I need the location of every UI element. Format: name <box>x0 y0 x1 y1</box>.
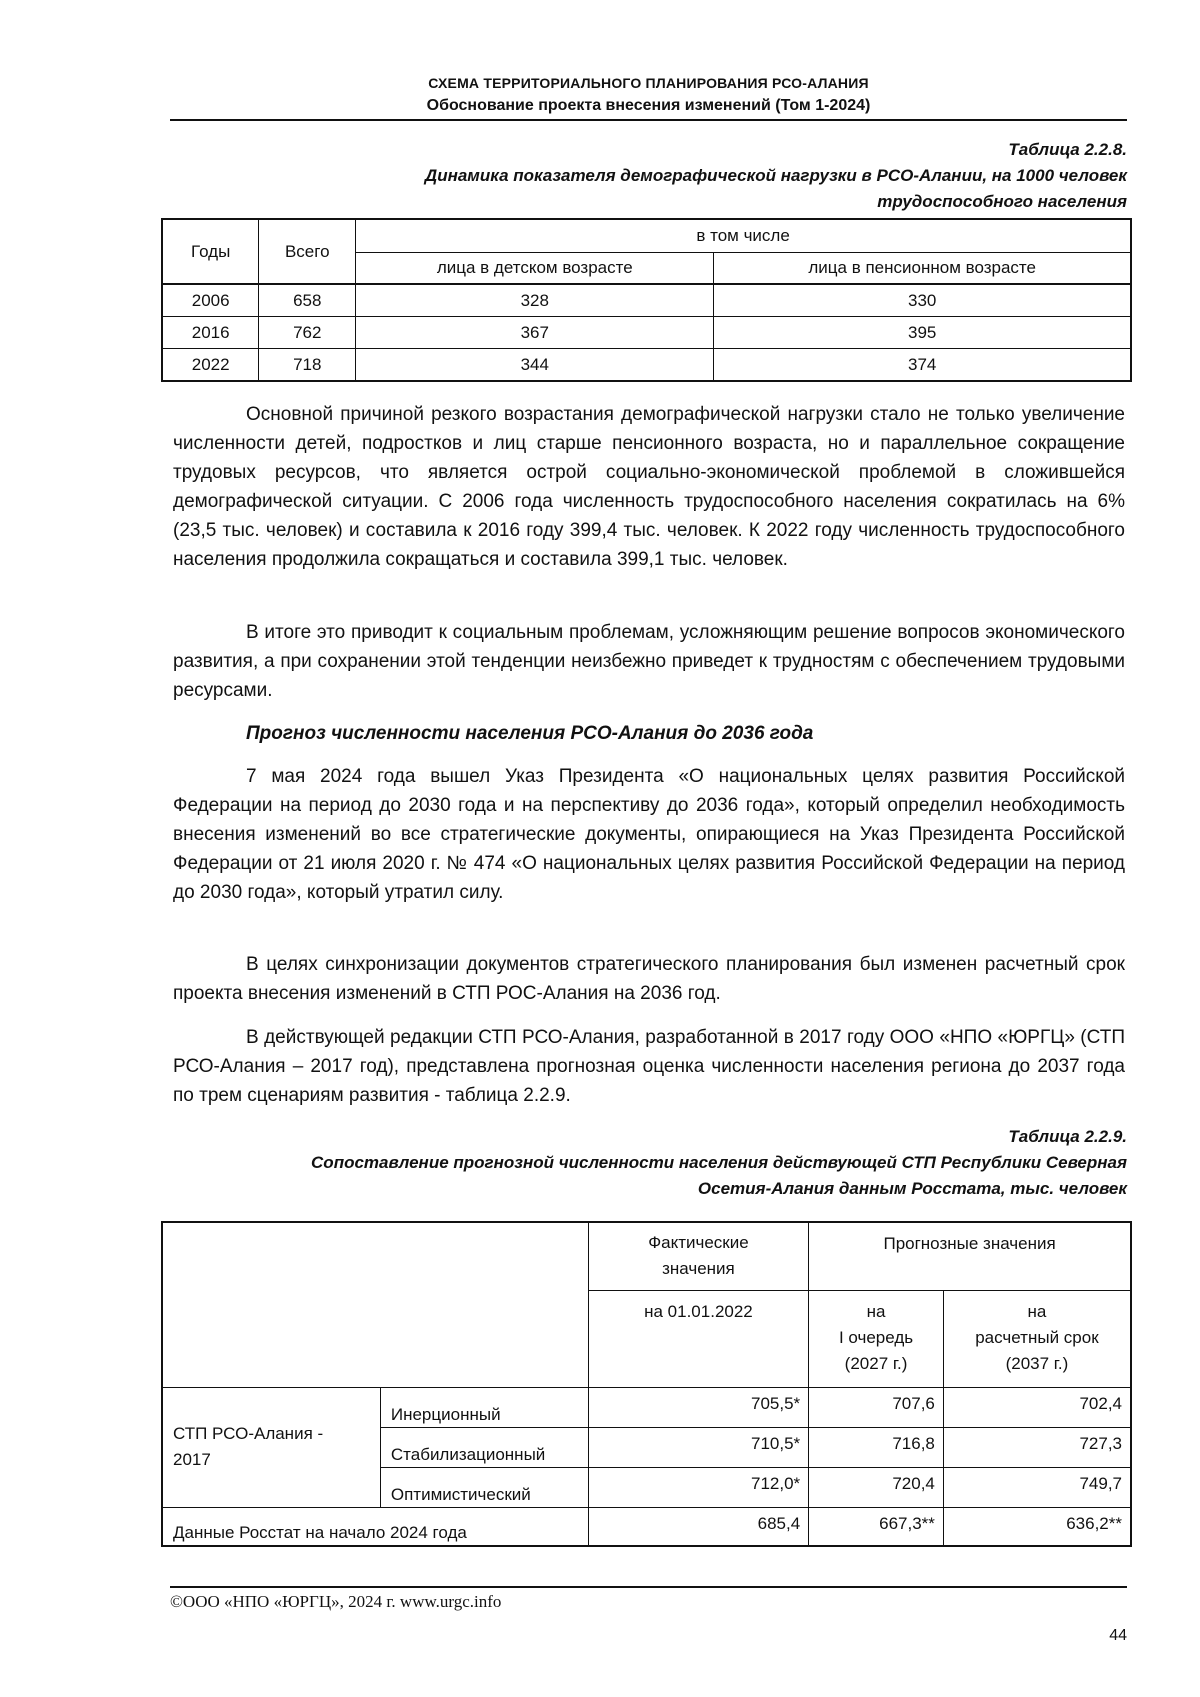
cell-actual: 685,4 <box>588 1507 809 1546</box>
cell-pension: 395 <box>714 317 1131 349</box>
first-stage-line2: I очередь <box>838 1327 914 1347</box>
table1-caption-title-cont: трудоспособного населения <box>877 192 1127 211</box>
running-header <box>170 72 1127 118</box>
header-cell-forecast: Прогнозные значения <box>809 1222 1131 1290</box>
cell-first-stage: 667,3** <box>809 1507 944 1546</box>
paragraph-3: 7 мая 2024 года вышел Указ Президента «О национальных целях развития Российской Федерации на период до 2030 года и на перспективу до 2036 года», который определил необходимость внесения изменений во все стратегические документы, опирающиеся на Указ Президента Российской Федерации от 21 июля 2020 г. № 474 «О национальных целях развития Российской Федерации на период до 2030 года», который утратил силу. <box>173 766 1125 903</box>
header-cell-years: Годы <box>162 219 259 284</box>
calc-term-line3: (2037 г.) <box>1005 1353 1069 1373</box>
cell-first-stage: 720,4 <box>809 1467 944 1507</box>
group-label-line2: 2017 <box>173 1450 211 1469</box>
cell-actual: 710,5* <box>588 1427 809 1467</box>
cell-calc-term: 727,3 <box>943 1427 1131 1467</box>
demographic-load-table <box>161 218 1132 382</box>
header-cell-empty <box>162 1222 588 1387</box>
cell-children: 344 <box>356 349 714 382</box>
cell-rosstat-label: Данные Росстат на начало 2024 года <box>162 1507 588 1546</box>
paragraph-2: В итоге это приводит к социальным проблемам, усложняющим решение вопросов экономического развития, а при сохранении этой тенденции неизбежно приведет к трудностям с обеспечением трудовыми ресурсами. <box>173 622 1125 701</box>
header-cell-including: в том числе <box>356 219 1131 253</box>
cell-scenario: Стабилизационный <box>380 1427 588 1467</box>
header-cell-first-stage <box>809 1290 944 1387</box>
cell-total: 658 <box>259 284 356 317</box>
cell-year: 2022 <box>162 349 259 382</box>
table-row <box>162 1507 1131 1546</box>
table-row <box>162 284 1131 317</box>
cell-total: 762 <box>259 317 356 349</box>
page-number: 44 <box>1109 1627 1127 1644</box>
cell-total: 718 <box>259 349 356 382</box>
cell-pension: 330 <box>714 284 1131 317</box>
footer-copyright: ©ООО «НПО «ЮРГЦ», 2024 г. www.urgc.info <box>170 1592 502 1611</box>
first-stage-line1: на <box>866 1301 886 1321</box>
cell-year: 2006 <box>162 284 259 317</box>
cell-scenario: Инерционный <box>380 1387 588 1427</box>
cell-children: 328 <box>356 284 714 317</box>
cell-actual: 705,5* <box>588 1387 809 1427</box>
header-cell-actual <box>588 1222 809 1290</box>
table-row <box>162 349 1131 382</box>
header-actual-line2: значения <box>662 1259 735 1279</box>
header-cell-calc-term <box>943 1290 1131 1387</box>
calc-term-line2: расчетный срок <box>975 1327 1099 1347</box>
cell-calc-term: 636,2** <box>943 1507 1131 1546</box>
first-stage-line3: (2027 г.) <box>844 1353 908 1373</box>
cell-calc-term: 702,4 <box>943 1387 1131 1427</box>
cell-pension: 374 <box>714 349 1131 382</box>
cell-actual: 712,0* <box>588 1467 809 1507</box>
cell-calc-term: 749,7 <box>943 1467 1131 1507</box>
table2-caption-title-cont: Осетия-Алания данным Росстата, тыс. человек <box>697 1179 1127 1198</box>
cell-children: 367 <box>356 317 714 349</box>
paragraph-4: В целях синхронизации документов стратегического планирования был изменен расчетный срок проекта внесения изменений в СТП РОС-Алания на 2036 год. <box>173 954 1125 1004</box>
table1-caption <box>170 137 1127 215</box>
table-row <box>162 317 1131 349</box>
header-subtitle: Обоснование проекта внесения изменений (Том 1-2024) <box>426 97 871 114</box>
paragraph-5: В действующей редакции СТП РСО-Алания, разработанной в 2017 году ООО «НПО «ЮРГЦ» (СТП РСО-Алания – 2017 год), представлена прогнозная оценка численности населения региона до 2037 года по трем сценариям развития - таблица 2.2.9. <box>173 1027 1125 1106</box>
table2-caption-number: Таблица 2.2.9. <box>1008 1127 1127 1146</box>
header-cell-children: лица в детском возрасте <box>356 253 714 285</box>
header-cell-date: на 01.01.2022 <box>588 1290 809 1387</box>
paragraph-1: Основной причиной резкого возрастания демографической нагрузки стало не только увеличение численности детей, подростков и лиц старше пенсионного возраста, но и параллельное сокращение трудовых ресурсов, что является острой социально-экономической проблемой в сложившейся демографической ситуации. С 2006 года численность трудоспособного населения сократилась на 6% (23,5 тыс. человек) и составила к 2016 году 399,4 тыс. человек. К 2022 году численность трудоспособного населения продолжила сокращаться и составила 399,1 тыс. человек. <box>173 404 1125 570</box>
section-subheading: Прогноз численности населения РСО-Алания до 2036 года <box>246 723 814 744</box>
cell-first-stage: 707,6 <box>809 1387 944 1427</box>
population-forecast-table <box>161 1221 1132 1547</box>
table2-caption <box>170 1124 1127 1202</box>
header-title: СХЕМА ТЕРРИТОРИАЛЬНОГО ПЛАНИРОВАНИЯ РСО-АЛАНИЯ <box>428 75 869 91</box>
cell-scenario: Оптимистический <box>380 1467 588 1507</box>
group-label-cell <box>162 1387 380 1507</box>
header-cell-total: Всего <box>259 219 356 284</box>
cell-first-stage: 716,8 <box>809 1427 944 1467</box>
footer-divider <box>170 1586 1127 1588</box>
cell-year: 2016 <box>162 317 259 349</box>
table2-caption-title: Сопоставление прогнозной численности населения действующей СТП Республики Северная <box>311 1153 1127 1172</box>
header-divider <box>170 119 1127 121</box>
table1-caption-number: Таблица 2.2.8. <box>1008 140 1127 159</box>
header-actual-line1: Фактические <box>648 1233 749 1253</box>
calc-term-line1: на <box>1027 1301 1047 1321</box>
table-row <box>162 1387 1131 1427</box>
table1-caption-title: Динамика показателя демографической нагрузки в РСО-Алании, на 1000 человек <box>424 166 1127 185</box>
header-cell-pension: лица в пенсионном возрасте <box>714 253 1131 285</box>
group-label-line1: СТП РСО-Алания - <box>173 1424 324 1443</box>
